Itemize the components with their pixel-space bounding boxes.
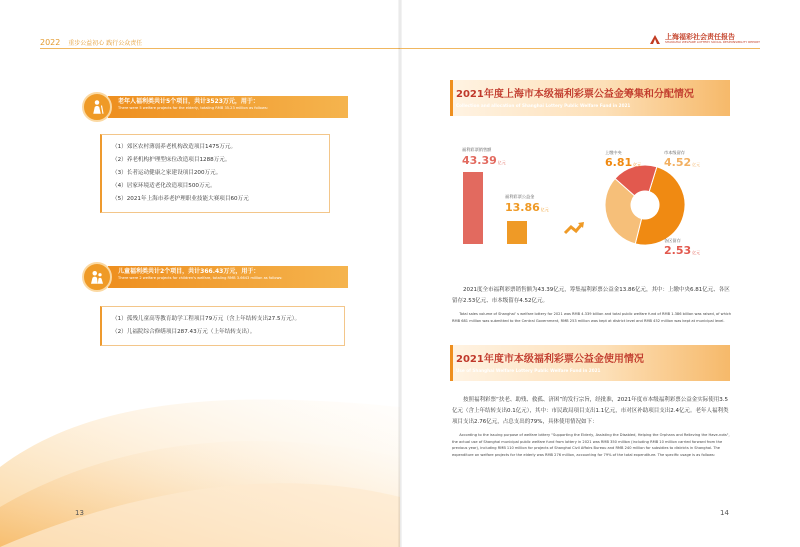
header-year: 2022 <box>40 38 61 47</box>
list-item: （4）居家环境适老化改造项目500万元。 <box>112 183 216 189</box>
pie-value-district <box>664 244 700 257</box>
pie-value-unit: 亿元 <box>692 162 701 167</box>
heading-accent-bar <box>450 345 453 381</box>
elderly-title-band <box>108 96 348 118</box>
section1-heading <box>450 80 730 116</box>
brand-subtitle: SHANGHAI WELFARE LOTTERY SOCIAL RESPONSIBILITY REPORT <box>665 39 760 44</box>
pie-label-central: 上缴中央 <box>605 150 622 155</box>
list-item: （1）孤残儿童高等教育助学工程项目79万元（含上年结转支出27.5万元）。 <box>112 316 301 322</box>
pie-label-municipal: 市本级留存 <box>664 150 685 155</box>
pie-value-unit: 亿元 <box>692 250 701 255</box>
bar-1 <box>507 221 527 244</box>
header-rule <box>40 48 400 49</box>
section1-title-cn: 2021年度上海市本级福利彩票公益金筹集和分配情况 <box>456 89 694 100</box>
decorative-swoosh <box>0 347 400 547</box>
elderly-title-en: There were 5 welfare projects for the elderly, totaling RMB 35.23 million as follows: <box>118 105 268 110</box>
section1-title-en: Collection and allocation of Shanghai Lottery Public Welfare Fund in 2021 <box>456 103 631 108</box>
bar-value-fund <box>505 201 549 214</box>
list-item: （5）2021年上海市养老护理职业技能大赛项目60万元 <box>112 196 249 202</box>
children-title-cn: 儿童福利类共计2个项目，共计366.43万元，用于： <box>118 268 260 275</box>
pie-value-central <box>605 156 641 169</box>
list-item: （2）儿福院综合修缮项目287.43万元（上年结转支出）。 <box>112 329 256 335</box>
section1-paragraph <box>452 285 732 324</box>
page-number-left: 13 <box>75 509 84 517</box>
section2-title-en: Use of Shanghai Welfare Lottery Public Welfare Fund in 2021 <box>456 368 601 373</box>
pie-value-district-number: 2.53 <box>664 244 692 257</box>
children-project-list <box>100 306 345 346</box>
bar-value-unit: 亿元 <box>540 207 549 212</box>
pie-value-municipal-number: 4.52 <box>664 156 692 169</box>
page-number-right: 14 <box>720 509 729 517</box>
section1-text-cn: 2021度全市福利彩票销售额为43.39亿元，筹集福利彩票公益金13.86亿元，其中：上缴中央6.81亿元、各区留存2.53亿元、市本级留存4.52亿元。 <box>452 287 730 304</box>
book-gutter <box>398 0 402 547</box>
bar-value-sales-number: 43.39 <box>462 154 497 167</box>
pie-value-unit: 亿元 <box>633 162 642 167</box>
bar-value-unit: 亿元 <box>497 160 506 165</box>
elderly-heading <box>82 92 348 122</box>
child-care-icon <box>82 262 112 292</box>
list-item: （2）养老机构护理型床位改造项目1288万元。 <box>112 157 231 163</box>
list-item: （3）长者运动健康之家建设项目200万元。 <box>112 170 222 176</box>
elderly-title-cn: 老年人福利类共计5个项目，共计3523万元，用于： <box>118 98 259 105</box>
bar-value-fund-number: 13.86 <box>505 201 540 214</box>
elderly-project-list <box>100 134 330 213</box>
pie-value-municipal <box>664 156 700 169</box>
pie-value-central-number: 6.81 <box>605 156 633 169</box>
lottery-logo-icon <box>649 33 661 45</box>
section1-text-en: Total sales volume of Shanghai’ s welfare lottery for 2021 was RMB 4.339 billion and total public welfare fund of RMB 1.386 billion was raised, of which RMB 681 million was submitted to the Central Government, RMB 253 million was kept at district level and RMB 452 million was kept at municipal level. <box>452 312 732 323</box>
pie-label-district: 各区留存 <box>664 238 681 243</box>
bar-value-sales <box>462 154 506 167</box>
bar-label-fund: 福利彩票公益金 <box>505 194 535 199</box>
section2-paragraph <box>452 395 732 458</box>
header-section: 重步公益初心 践行公众责任 <box>68 40 143 47</box>
bar-0 <box>463 172 483 244</box>
section2-text-cn: 按照福利彩票“扶老、助残、救孤、济困”的发行宗旨，经批准，2021年度市本级福利彩票公益金实际使用3.5亿元（含上年结转支出0.1亿元），其中：市民政局项目支出1.1亿元，市对区补助项目支出2.4亿元。老年人福利类项目支出2.76亿元，占总支出的79%，具体使用情况如下： <box>452 397 729 425</box>
arrow-right-icon <box>563 220 587 236</box>
elderly-care-icon <box>82 92 112 122</box>
brand-logo <box>649 33 760 45</box>
children-title-en: There were 2 welfare projects for children's welfare, totaling RMB 3.6643 million as follows: <box>118 275 283 280</box>
section2-text-en: According to the issuing purpose of welfare lottery "Supporting the Elderly, Assisting the Disabled, Helping the Orphans and Relieving the Have-nots", the actual use of Shanghai municipal public welfare fund from lottery in 2021 was RMB 350 million (including RMB 10 million carried forward from the previous year), including RMB 110 million for projects of Shanghai Civil Affairs Bureau and RMB 240 million for subsidies to districts in Shanghai. The expenditure on welfare projects for the elderly was RMB 276 million, accounting for 79% of the total expenditure. The specific usage is as follows: <box>452 433 730 457</box>
children-heading <box>82 262 348 292</box>
list-item: （1）郊区农村薄弱养老机构改造项目1475万元。 <box>112 144 237 150</box>
section-header <box>40 38 142 47</box>
section2-title-cn: 2021年度市本级福利彩票公益金使用情况 <box>456 354 644 365</box>
section2-heading <box>450 345 730 381</box>
heading-accent-bar <box>450 80 453 116</box>
children-title-band <box>108 266 348 288</box>
header-rule-right <box>400 48 760 49</box>
bar-label-sales: 福利彩票销售额 <box>462 147 492 152</box>
brand-title: 上海福彩社会责任报告 <box>665 32 735 41</box>
